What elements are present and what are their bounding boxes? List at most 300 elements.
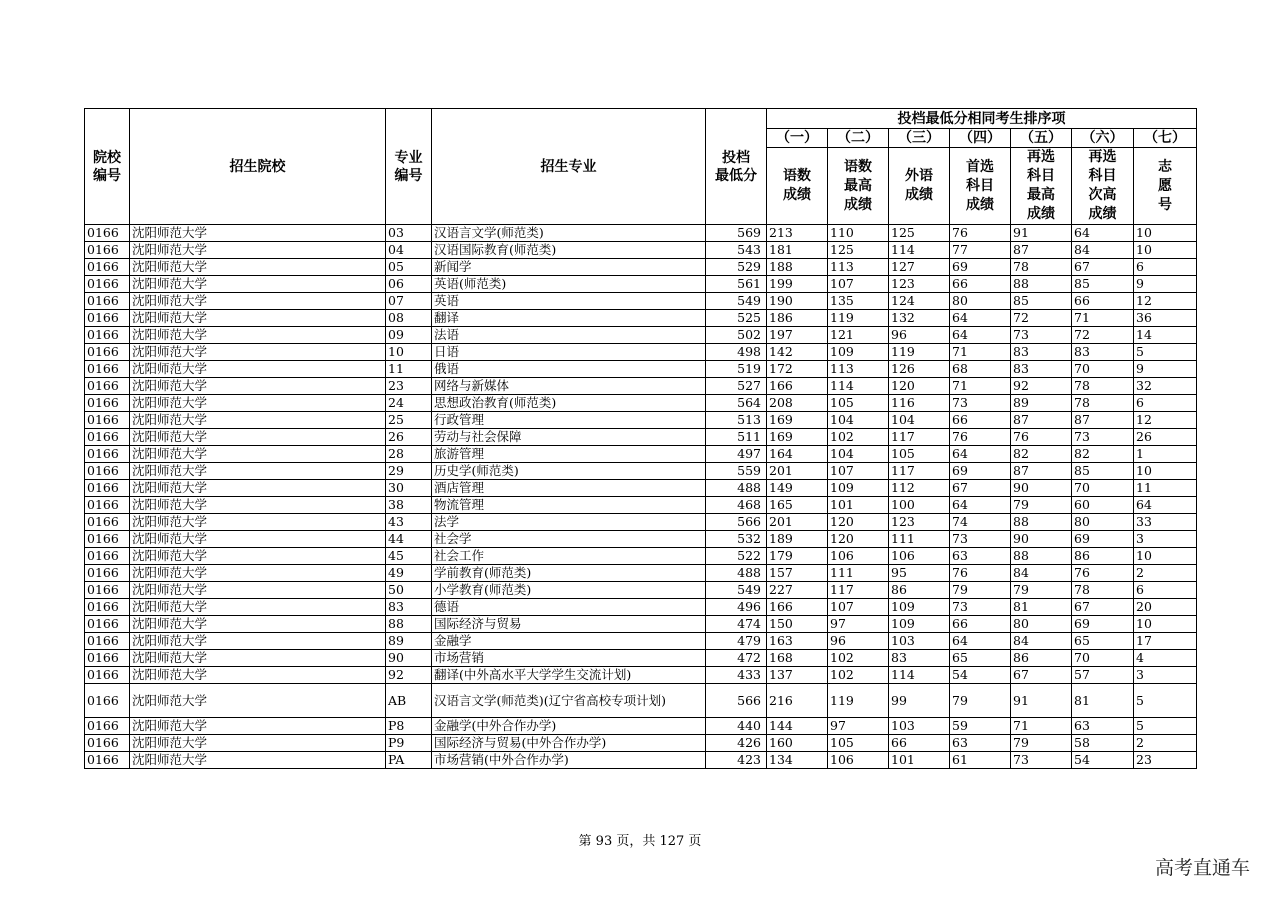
cell-school-code: 0166 [85,633,130,650]
cell-order-7: 12 [1134,412,1197,429]
cell-order-1: 197 [767,327,828,344]
cell-school-code: 0166 [85,667,130,684]
cell-order-1: 137 [767,667,828,684]
cell-order-3: 117 [889,463,950,480]
cell-order-4: 65 [950,650,1011,667]
cell-order-5: 89 [1011,395,1072,412]
cell-order-1: 199 [767,276,828,293]
cell-order-2: 97 [828,616,889,633]
cell-order-5: 91 [1011,684,1072,718]
cell-school-name: 沈阳师范大学 [130,429,386,446]
cell-order-1: 227 [767,582,828,599]
cell-major-code: 24 [386,395,432,412]
cell-major-name: 汉语言文学(师范类) [432,225,706,242]
cell-order-5: 76 [1011,429,1072,446]
cell-major-name: 历史学(师范类) [432,463,706,480]
table-row [85,259,1197,276]
cell-school-name: 沈阳师范大学 [130,565,386,582]
cell-order-3: 127 [889,259,950,276]
cell-order-7: 3 [1134,531,1197,548]
cell-major-name: 翻译 [432,310,706,327]
cell-order-7: 6 [1134,259,1197,276]
cell-order-4: 68 [950,361,1011,378]
cell-order-1: 144 [767,718,828,735]
cell-school-name: 沈阳师范大学 [130,361,386,378]
cell-order-3: 99 [889,684,950,718]
cell-order-6: 57 [1072,667,1134,684]
cell-school-code: 0166 [85,616,130,633]
cell-order-7: 10 [1134,616,1197,633]
table-row [85,650,1197,667]
cell-order-5: 83 [1011,361,1072,378]
cell-min-score: 532 [706,531,767,548]
cell-order-7: 5 [1134,718,1197,735]
cell-min-score: 440 [706,718,767,735]
header-order-item: 再选 科目 最高 成绩 [1011,148,1072,225]
cell-order-3: 114 [889,667,950,684]
cell-order-5: 79 [1011,497,1072,514]
cell-min-score: 566 [706,684,767,718]
cell-school-code: 0166 [85,344,130,361]
cell-order-6: 78 [1072,395,1134,412]
cell-order-6: 78 [1072,378,1134,395]
cell-order-1: 160 [767,735,828,752]
cell-major-code: 06 [386,276,432,293]
cell-order-3: 112 [889,480,950,497]
cell-order-1: 188 [767,259,828,276]
cell-order-4: 64 [950,446,1011,463]
cell-school-code: 0166 [85,718,130,735]
table-row [85,361,1197,378]
cell-min-score: 549 [706,293,767,310]
cell-school-code: 0166 [85,361,130,378]
cell-order-4: 76 [950,429,1011,446]
cell-order-6: 63 [1072,718,1134,735]
cell-order-2: 109 [828,344,889,361]
cell-major-name: 旅游管理 [432,446,706,463]
cell-order-3: 111 [889,531,950,548]
cell-order-5: 88 [1011,548,1072,565]
cell-order-2: 120 [828,514,889,531]
cell-min-score: 513 [706,412,767,429]
cell-order-4: 63 [950,548,1011,565]
header-order-item: 外语 成绩 [889,148,950,225]
cell-order-3: 95 [889,565,950,582]
cell-order-2: 111 [828,565,889,582]
cell-order-6: 54 [1072,752,1134,769]
cell-order-2: 113 [828,259,889,276]
cell-major-name: 国际经济与贸易 [432,616,706,633]
cell-school-name: 沈阳师范大学 [130,497,386,514]
cell-order-7: 4 [1134,650,1197,667]
cell-school-code: 0166 [85,463,130,480]
cell-school-name: 沈阳师范大学 [130,412,386,429]
header-min-score: 投档 最低分 [706,109,767,225]
cell-order-4: 71 [950,378,1011,395]
cell-order-3: 123 [889,514,950,531]
table-row [85,735,1197,752]
cell-min-score: 488 [706,480,767,497]
cell-school-name: 沈阳师范大学 [130,276,386,293]
cell-major-code: 10 [386,344,432,361]
cell-min-score: 569 [706,225,767,242]
cell-min-score: 497 [706,446,767,463]
cell-order-6: 64 [1072,225,1134,242]
header-order-label: （六） [1072,129,1134,148]
cell-school-name: 沈阳师范大学 [130,480,386,497]
cell-order-6: 76 [1072,565,1134,582]
cell-order-4: 77 [950,242,1011,259]
cell-school-code: 0166 [85,650,130,667]
cell-order-5: 91 [1011,225,1072,242]
cell-order-3: 103 [889,633,950,650]
cell-order-3: 123 [889,276,950,293]
header-order-label: （一） [767,129,828,148]
cell-major-code: 03 [386,225,432,242]
cell-school-code: 0166 [85,599,130,616]
cell-order-7: 1 [1134,446,1197,463]
cell-order-3: 132 [889,310,950,327]
cell-order-6: 70 [1072,480,1134,497]
table-row [85,633,1197,650]
cell-order-3: 117 [889,429,950,446]
cell-order-4: 74 [950,514,1011,531]
header-school-code: 院校 编号 [85,109,130,225]
cell-major-name: 物流管理 [432,497,706,514]
cell-order-5: 88 [1011,276,1072,293]
cell-min-score: 511 [706,429,767,446]
cell-order-2: 104 [828,412,889,429]
cell-major-name: 行政管理 [432,412,706,429]
cell-school-name: 沈阳师范大学 [130,752,386,769]
cell-order-5: 81 [1011,599,1072,616]
cell-school-code: 0166 [85,412,130,429]
cell-major-name: 汉语国际教育(师范类) [432,242,706,259]
cell-school-name: 沈阳师范大学 [130,633,386,650]
table-row [85,752,1197,769]
cell-min-score: 566 [706,514,767,531]
cell-order-4: 66 [950,616,1011,633]
cell-order-6: 85 [1072,463,1134,480]
cell-school-name: 沈阳师范大学 [130,242,386,259]
cell-order-7: 10 [1134,463,1197,480]
cell-order-2: 113 [828,361,889,378]
admission-score-table [84,108,1197,769]
cell-school-name: 沈阳师范大学 [130,735,386,752]
cell-order-4: 61 [950,752,1011,769]
table-row [85,225,1197,242]
header-order-item: 语数 成绩 [767,148,828,225]
table-row [85,480,1197,497]
cell-order-3: 66 [889,735,950,752]
table-row [85,463,1197,480]
cell-major-code: 45 [386,548,432,565]
cell-major-code: 08 [386,310,432,327]
cell-school-name: 沈阳师范大学 [130,395,386,412]
cell-school-name: 沈阳师范大学 [130,616,386,633]
cell-order-6: 82 [1072,446,1134,463]
cell-order-3: 109 [889,599,950,616]
cell-school-name: 沈阳师范大学 [130,667,386,684]
cell-order-7: 5 [1134,684,1197,718]
table-row [85,395,1197,412]
cell-major-name: 英语 [432,293,706,310]
cell-order-5: 87 [1011,412,1072,429]
cell-order-6: 66 [1072,293,1134,310]
cell-school-name: 沈阳师范大学 [130,293,386,310]
cell-order-4: 79 [950,582,1011,599]
cell-order-2: 101 [828,497,889,514]
cell-min-score: 549 [706,582,767,599]
cell-order-4: 76 [950,225,1011,242]
cell-order-1: 186 [767,310,828,327]
cell-major-name: 日语 [432,344,706,361]
table-row [85,582,1197,599]
header-major-name: 招生专业 [432,109,706,225]
cell-school-name: 沈阳师范大学 [130,718,386,735]
cell-order-4: 80 [950,293,1011,310]
cell-order-5: 78 [1011,259,1072,276]
cell-order-2: 119 [828,310,889,327]
cell-school-name: 沈阳师范大学 [130,378,386,395]
cell-order-7: 33 [1134,514,1197,531]
cell-order-5: 87 [1011,463,1072,480]
cell-min-score: 423 [706,752,767,769]
cell-order-2: 107 [828,276,889,293]
cell-order-2: 102 [828,429,889,446]
cell-major-code: 29 [386,463,432,480]
cell-order-7: 10 [1134,242,1197,259]
cell-major-name: 市场营销(中外合作办学) [432,752,706,769]
cell-order-4: 67 [950,480,1011,497]
cell-major-code: 43 [386,514,432,531]
cell-order-3: 116 [889,395,950,412]
cell-order-7: 10 [1134,225,1197,242]
cell-order-2: 105 [828,395,889,412]
cell-order-1: 150 [767,616,828,633]
cell-order-3: 83 [889,650,950,667]
cell-order-6: 81 [1072,684,1134,718]
cell-order-1: 201 [767,514,828,531]
cell-major-name: 劳动与社会保障 [432,429,706,446]
cell-school-code: 0166 [85,752,130,769]
header-tie-break-title: 投档最低分相同考生排序项 [767,109,1197,129]
cell-major-code: 38 [386,497,432,514]
cell-school-name: 沈阳师范大学 [130,225,386,242]
cell-major-name: 市场营销 [432,650,706,667]
cell-order-5: 80 [1011,616,1072,633]
cell-min-score: 522 [706,548,767,565]
cell-school-code: 0166 [85,446,130,463]
cell-order-7: 64 [1134,497,1197,514]
cell-order-5: 90 [1011,531,1072,548]
table-row [85,412,1197,429]
cell-order-7: 9 [1134,276,1197,293]
header-order-label: （五） [1011,129,1072,148]
cell-order-3: 109 [889,616,950,633]
cell-major-code: 83 [386,599,432,616]
cell-order-2: 97 [828,718,889,735]
table-row [85,344,1197,361]
cell-major-name: 英语(师范类) [432,276,706,293]
cell-major-name: 社会工作 [432,548,706,565]
cell-order-4: 73 [950,599,1011,616]
cell-school-name: 沈阳师范大学 [130,531,386,548]
cell-order-7: 32 [1134,378,1197,395]
cell-school-code: 0166 [85,480,130,497]
cell-order-1: 168 [767,650,828,667]
cell-major-code: 05 [386,259,432,276]
cell-order-7: 36 [1134,310,1197,327]
cell-major-code: 89 [386,633,432,650]
cell-min-score: 543 [706,242,767,259]
cell-min-score: 519 [706,361,767,378]
cell-major-code: 88 [386,616,432,633]
cell-order-4: 59 [950,718,1011,735]
cell-major-name: 小学教育(师范类) [432,582,706,599]
cell-school-name: 沈阳师范大学 [130,310,386,327]
header-school-name: 招生院校 [130,109,386,225]
cell-order-5: 73 [1011,327,1072,344]
cell-order-6: 80 [1072,514,1134,531]
cell-min-score: 426 [706,735,767,752]
cell-order-3: 96 [889,327,950,344]
cell-major-code: 26 [386,429,432,446]
cell-order-5: 84 [1011,633,1072,650]
cell-min-score: 502 [706,327,767,344]
cell-order-4: 76 [950,565,1011,582]
cell-major-code: 07 [386,293,432,310]
table-row [85,667,1197,684]
cell-school-name: 沈阳师范大学 [130,259,386,276]
cell-school-name: 沈阳师范大学 [130,463,386,480]
cell-order-1: 142 [767,344,828,361]
cell-order-4: 69 [950,463,1011,480]
cell-order-5: 72 [1011,310,1072,327]
header-order-label: （二） [828,129,889,148]
cell-major-code: AB [386,684,432,718]
cell-order-4: 64 [950,633,1011,650]
cell-order-6: 85 [1072,276,1134,293]
cell-major-name: 社会学 [432,531,706,548]
cell-order-3: 119 [889,344,950,361]
table-row [85,293,1197,310]
cell-order-6: 73 [1072,429,1134,446]
table-row [85,514,1197,531]
cell-order-2: 106 [828,548,889,565]
cell-order-2: 110 [828,225,889,242]
cell-order-3: 124 [889,293,950,310]
cell-order-6: 60 [1072,497,1134,514]
cell-major-code: 44 [386,531,432,548]
cell-order-5: 85 [1011,293,1072,310]
cell-order-4: 79 [950,684,1011,718]
cell-min-score: 561 [706,276,767,293]
table-row [85,497,1197,514]
cell-order-1: 157 [767,565,828,582]
cell-school-name: 沈阳师范大学 [130,684,386,718]
cell-order-2: 119 [828,684,889,718]
cell-order-6: 65 [1072,633,1134,650]
cell-order-6: 78 [1072,582,1134,599]
cell-order-7: 6 [1134,395,1197,412]
cell-order-5: 67 [1011,667,1072,684]
cell-order-3: 114 [889,242,950,259]
cell-order-5: 84 [1011,565,1072,582]
cell-min-score: 559 [706,463,767,480]
cell-order-6: 84 [1072,242,1134,259]
cell-major-name: 汉语言文学(师范类)(辽宁省高校专项计划) [432,684,706,718]
table-row [85,310,1197,327]
cell-major-code: 25 [386,412,432,429]
cell-order-4: 63 [950,735,1011,752]
cell-order-4: 71 [950,344,1011,361]
cell-order-5: 92 [1011,378,1072,395]
cell-order-1: 169 [767,412,828,429]
cell-order-7: 5 [1134,344,1197,361]
cell-major-code: 04 [386,242,432,259]
cell-min-score: 479 [706,633,767,650]
cell-order-3: 125 [889,225,950,242]
cell-order-4: 73 [950,531,1011,548]
cell-order-1: 190 [767,293,828,310]
cell-min-score: 472 [706,650,767,667]
cell-school-code: 0166 [85,276,130,293]
cell-order-2: 107 [828,599,889,616]
cell-order-7: 3 [1134,667,1197,684]
cell-major-name: 金融学(中外合作办学) [432,718,706,735]
cell-order-6: 67 [1072,259,1134,276]
table-row [85,276,1197,293]
cell-order-5: 86 [1011,650,1072,667]
cell-major-code: P9 [386,735,432,752]
cell-school-name: 沈阳师范大学 [130,344,386,361]
cell-major-name: 法学 [432,514,706,531]
cell-order-7: 11 [1134,480,1197,497]
header-order-label: （三） [889,129,950,148]
cell-order-2: 104 [828,446,889,463]
header-order-item: 语数 最高 成绩 [828,148,889,225]
cell-major-code: 30 [386,480,432,497]
cell-order-7: 26 [1134,429,1197,446]
cell-order-5: 79 [1011,735,1072,752]
cell-order-3: 106 [889,548,950,565]
cell-order-6: 87 [1072,412,1134,429]
cell-order-7: 20 [1134,599,1197,616]
table-row [85,446,1197,463]
cell-school-code: 0166 [85,514,130,531]
table-row [85,599,1197,616]
cell-min-score: 468 [706,497,767,514]
cell-school-code: 0166 [85,548,130,565]
cell-major-code: 92 [386,667,432,684]
cell-order-6: 58 [1072,735,1134,752]
header-order-item: 再选 科目 次高 成绩 [1072,148,1134,225]
cell-major-code: 11 [386,361,432,378]
cell-school-code: 0166 [85,735,130,752]
table-body [85,225,1197,769]
cell-major-code: 28 [386,446,432,463]
header-order-item: 志 愿 号 [1134,148,1197,225]
cell-order-2: 107 [828,463,889,480]
cell-order-3: 126 [889,361,950,378]
table-row [85,531,1197,548]
cell-order-7: 23 [1134,752,1197,769]
cell-order-2: 114 [828,378,889,395]
cell-order-4: 66 [950,276,1011,293]
cell-school-name: 沈阳师范大学 [130,548,386,565]
cell-order-3: 101 [889,752,950,769]
